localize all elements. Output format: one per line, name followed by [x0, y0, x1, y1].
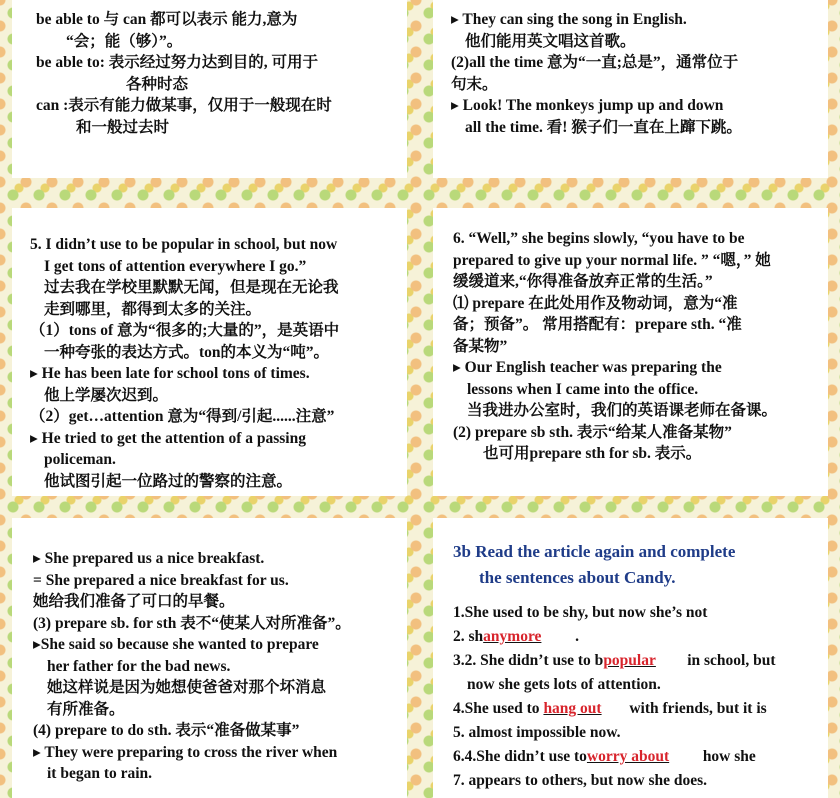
text-line: I get tons of attention everywhere I go.” [44, 257, 307, 275]
text-line: 他们能用英文唱这首歌。 [465, 32, 636, 50]
text-line: 和一般过去时 [76, 118, 170, 136]
question-text: . [575, 628, 580, 645]
text-line: （2）get…attention 意为“得到/引起......注意” [30, 408, 335, 425]
text-line: 也可用prepare sth for sb. 表示。 [483, 445, 702, 462]
question-text: 4.She used to [453, 700, 544, 717]
answer-blank: worry about [586, 748, 670, 765]
text-line: 她给我们准备了可口的早餐。 [33, 593, 235, 610]
text-line: (3) prepare sb. for sth 表不“使某人对所准备”。 [33, 614, 351, 632]
text-line: 他试图引起一位路过的警察的注意。 [44, 472, 293, 490]
question-1: 1.She used to be shy, but now she’s not [453, 604, 708, 621]
text-line: prepared to give up your normal life. ” “嗯，” 她 [453, 251, 771, 269]
question-4 [453, 697, 828, 721]
text-line: 缓缓道来,“你得准备放弃正常的生活。” [453, 273, 713, 290]
text-line: ▸ He tried to get the attention of a passing [30, 429, 306, 447]
text-line: ⑴ prepare 在此处用作及物动词，意为“准 [453, 294, 738, 312]
text-line: 一种夸张的表达方式。ton的本义为“吨”。 [44, 343, 330, 361]
text-line: 过去我在学校里默默无闻，但是现在无论我 [44, 279, 339, 296]
text-line: all the time. 看! 猴子们一直在上蹿下跳。 [465, 118, 742, 136]
answer-blank: anymore [483, 628, 542, 645]
question-2 [453, 625, 828, 649]
text-line: 句末。 [451, 75, 498, 93]
question-3-continued: now she gets lots of attention. [467, 676, 661, 693]
text-line: be able to 与 can 都可以表示 能力,意为 [36, 11, 298, 28]
answer-blank: hang out [543, 700, 602, 717]
text-line: 各种时态 [126, 75, 189, 93]
text-line: 当我进办公室时，我们的英语课老师在备课。 [467, 402, 778, 419]
text-line: it began to rain. [47, 765, 153, 782]
text-line: (2)all the time 意为“一直;总是”，通常位于 [451, 54, 739, 71]
answer-blank: popular [603, 652, 656, 669]
slide-all-the-time [433, 0, 828, 178]
question-text: 2. sh [453, 628, 484, 645]
text-line: ▸She said so because she wanted to prepare [33, 636, 319, 653]
heading-line: the sentences about Candy. [479, 568, 676, 587]
text-line: ▸ Our English teacher was preparing the [453, 359, 722, 376]
text-line: (2) prepare sb sth. 表示“给某人准备某物” [453, 423, 732, 441]
slide-exercise-3b [433, 518, 828, 798]
text-line: 5. I didn’t use to be popular in school, but now [30, 236, 338, 253]
text-line: 走到哪里，都得到太多的关注。 [44, 300, 262, 318]
question-text: in school, but [683, 652, 776, 669]
text-line: （1）tons of 意为“很多的;大量的”，是英语中 [30, 322, 340, 339]
text-line: 备某物” [453, 337, 508, 355]
text-line: ▸ He has been late for school tons of times. [30, 365, 310, 382]
text-line: = She prepared a nice breakfast for us. [33, 571, 289, 589]
text-line: ▸ They were preparing to cross the river when [33, 743, 338, 761]
text-line: lessons when I came into the office. [467, 380, 699, 398]
text-line: ▸ Look! The monkeys jump up and down [451, 97, 724, 114]
slide-prepare-examples [12, 518, 407, 798]
slide-prepare [433, 208, 828, 496]
text-line: 6. “Well,” she begins slowly, “you have to be [453, 230, 745, 247]
question-3 [453, 649, 828, 673]
text-line: (4) prepare to do sth. 表示“准备做某事” [33, 722, 300, 739]
question-5: 5. almost impossible now. [453, 724, 621, 741]
text-line: be able to: 表示经过努力达到目的, 可用于 [36, 54, 319, 71]
text-line: 备；预备”。 常用搭配有：prepare sth. “准 [453, 316, 742, 333]
question-text: 6.4.She didn’t use to [453, 748, 587, 765]
slide-tons-of [12, 208, 407, 496]
question-text: with friends, but it is [625, 700, 767, 717]
slide-be-able-to [12, 0, 407, 178]
heading-line: 3b Read the article again and complete [453, 542, 736, 561]
text-line: 他上学屡次迟到。 [44, 386, 169, 404]
question-text: how she [698, 748, 756, 765]
text-line: her father for the bad news. [47, 657, 231, 675]
exercise-heading [453, 539, 828, 591]
question-6 [453, 745, 828, 769]
text-line: 她这样说是因为她想使爸爸对那个坏消息 [47, 679, 327, 696]
question-text: 3.2. She didn’t use to b [453, 652, 604, 669]
text-line: policeman. [44, 451, 116, 468]
text-line: ▸ They can sing the song in English. [451, 11, 687, 28]
text-line: 有所准备。 [47, 700, 125, 718]
text-line: can :表示有能力做某事，仅用于一般现在时 [36, 97, 332, 114]
text-line: “会；能（够）”。 [66, 32, 183, 50]
text-line: ▸ She prepared us a nice breakfast. [33, 550, 265, 567]
question-7: 7. appears to others, but now she does. [453, 772, 708, 789]
